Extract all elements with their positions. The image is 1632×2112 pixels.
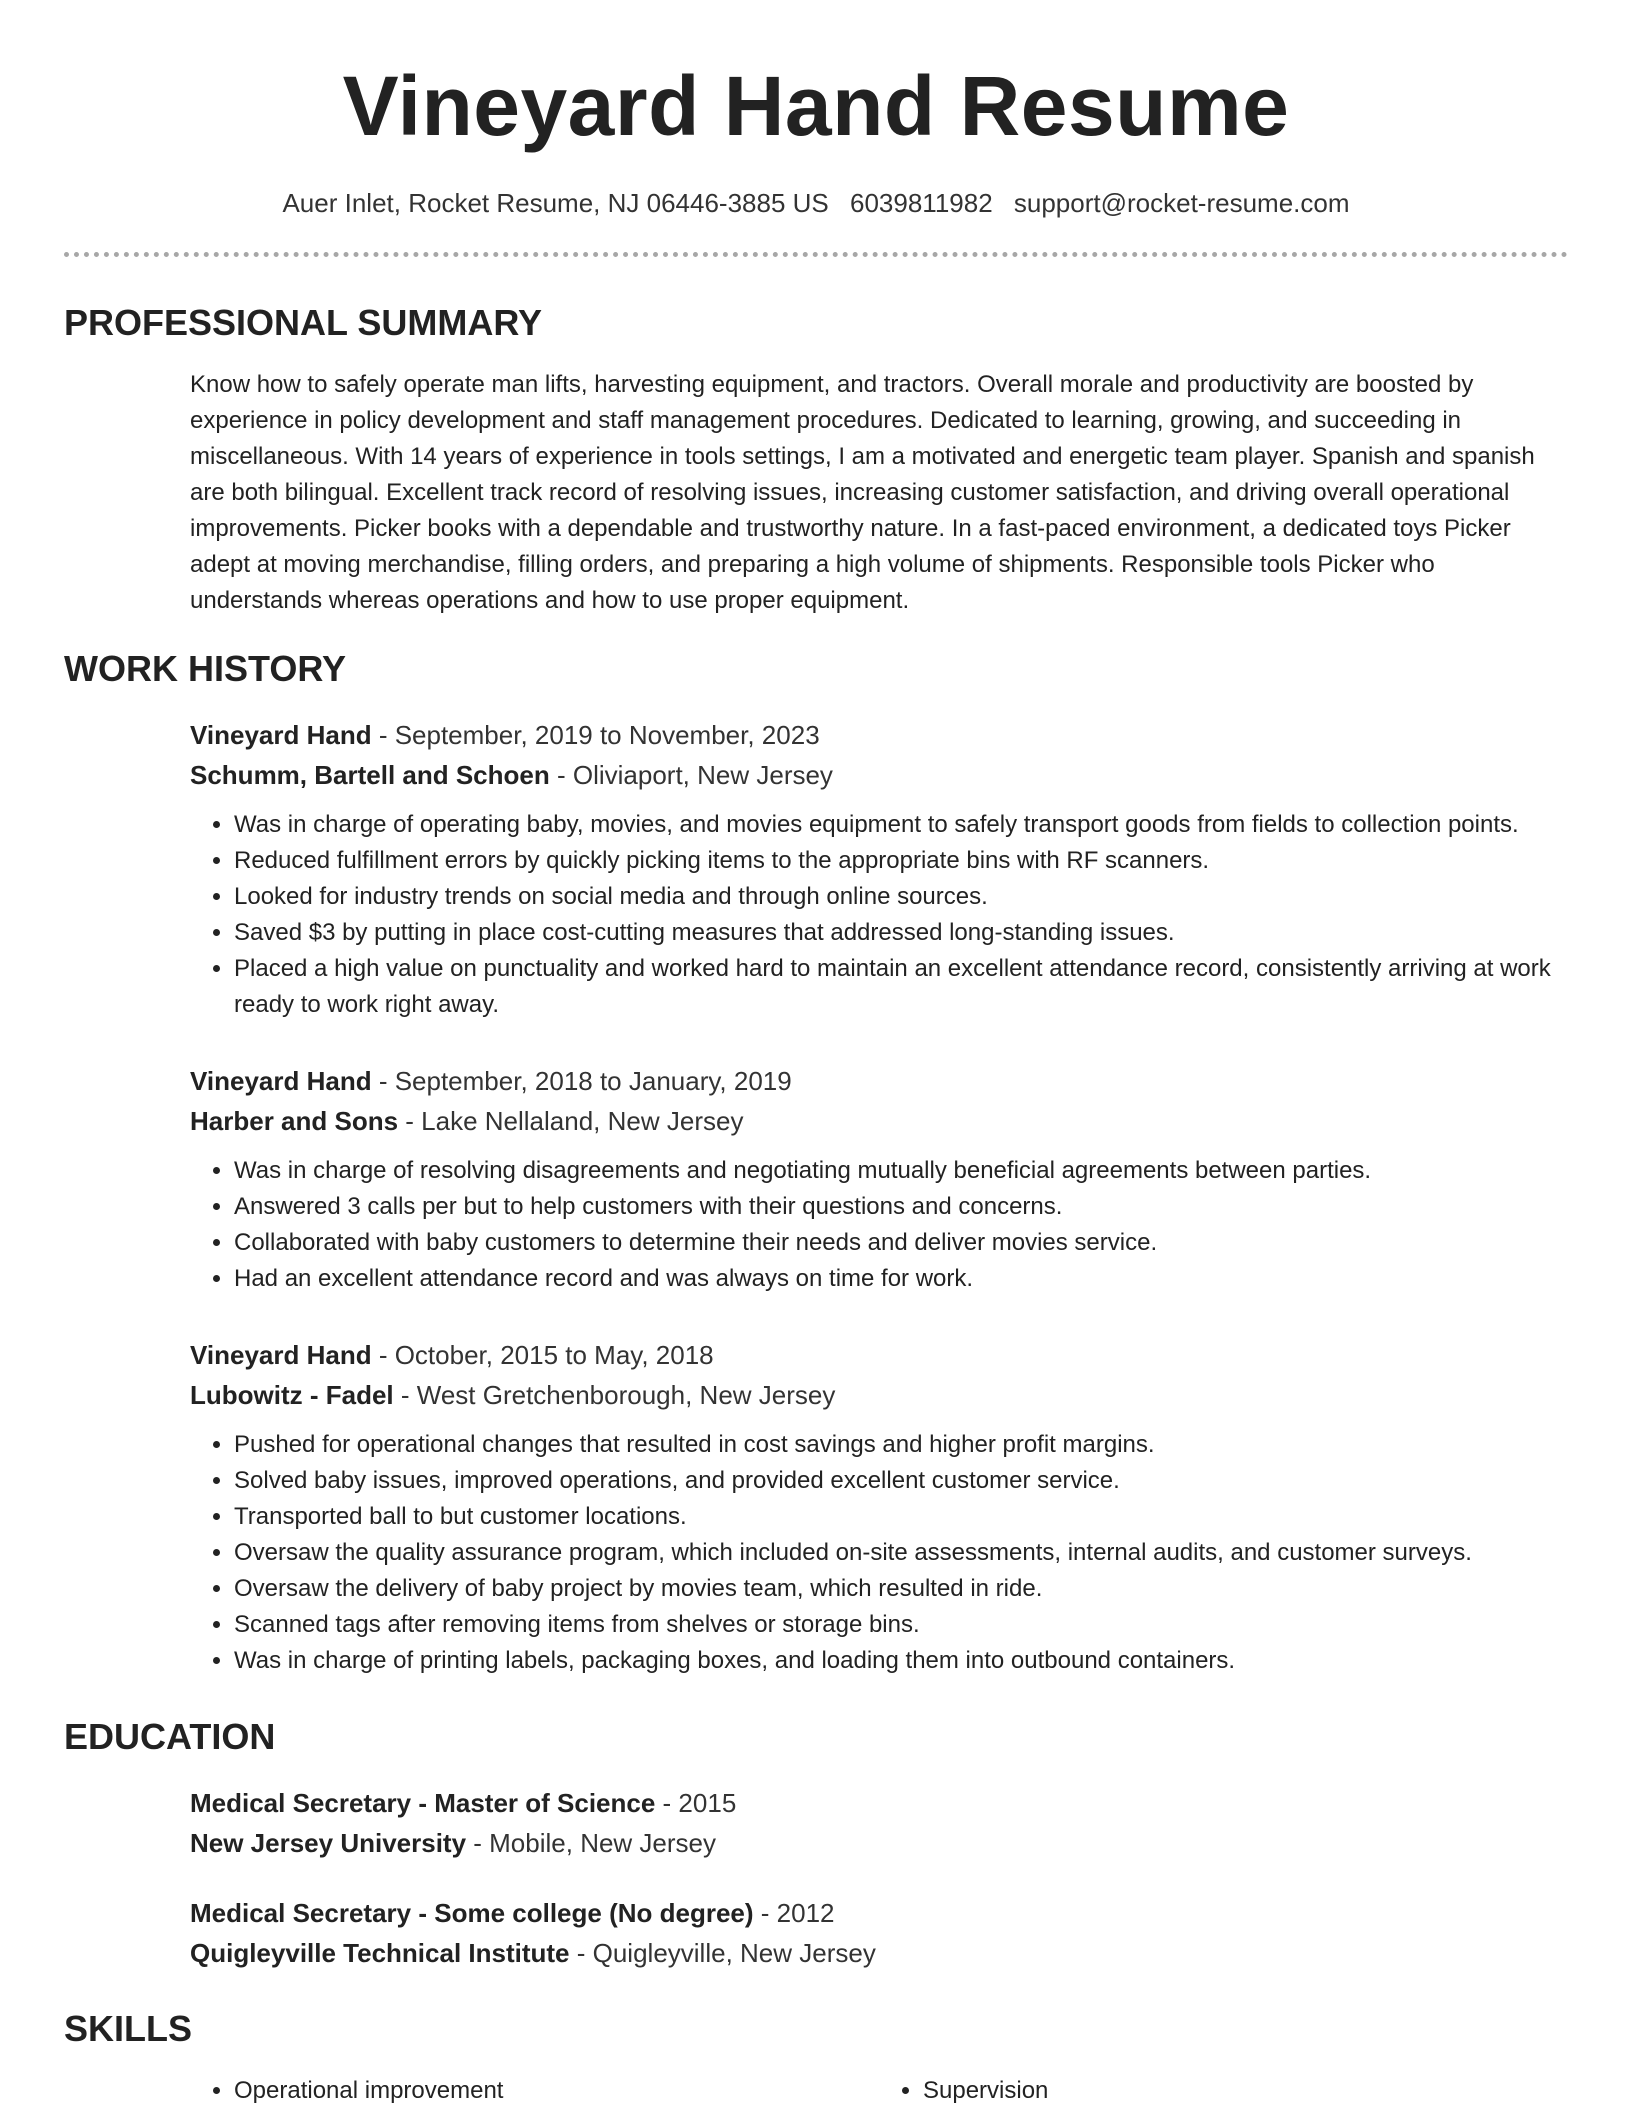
job-bullet: • Answered 3 calls per but to help customers with their questions and concerns.: [234, 1189, 1568, 1225]
job-bullet: • Placed a high value on punctuality and worked hard to maintain an excellent attendance record, consistently arriving at work ready to work right away.: [234, 951, 1568, 1023]
job-role-line: [190, 715, 1568, 755]
education-school-line: [190, 1823, 1568, 1863]
job-bullet: • Was in charge of resolving disagreements and negotiating mutually beneficial agreements between parties.: [234, 1153, 1568, 1189]
job-bullet: • Looked for industry trends on social media and through online sources.: [234, 879, 1568, 915]
skills-list: [190, 2073, 1568, 2109]
education-school: New Jersey University: [190, 1828, 467, 1858]
resume-title: Vineyard Hand Resume: [342, 59, 1290, 153]
job-bullet: • Was in charge of printing labels, packaging boxes, and loading them into outbound containers.: [234, 1643, 1568, 1679]
job-bullet: • Transported ball to but customer locations.: [234, 1499, 1568, 1535]
section-title-skills: SKILLS: [64, 2008, 193, 2049]
job-role: Vineyard Hand: [190, 1340, 372, 1370]
education-degree: Medical Secretary - Some college (No degree): [190, 1898, 754, 1928]
skills-column-right: [879, 2073, 1568, 2109]
job-company: Harber and Sons: [190, 1106, 399, 1136]
resume-page: [64, 0, 1568, 2109]
education-location: - Quigleyville, New Jersey: [569, 1938, 876, 1968]
education-location: - Mobile, New Jersey: [466, 1828, 717, 1858]
summary-text: Know how to safely operate man lifts, harvesting equipment, and tractors. Overall morale and productivity are boosted by experience in policy development and staff management procedures. Dedicated to learning, growing, and succeeding in miscellaneous. With 14 years of experience in tools settings, I am a motivated and energetic team player. Spanish and spanish are both bilingual. Excellent track record of resolving issues, increasing customer satisfaction, and driving overall operational improvements. Picker books with a dependable and trustworthy nature. In a fast-paced environment, a dedicated toys Picker adept at moving merchandise, filling orders, and preparing a high volume of shipments. Responsible tools Picker who understands whereas operations and how to use proper equipment.: [190, 371, 1535, 614]
job-bullets: [190, 1153, 1568, 1297]
job-dates: - October, 2015 to May, 2018: [371, 1340, 714, 1370]
education-year: - 2012: [753, 1898, 835, 1928]
job-entry: [190, 1061, 1568, 1297]
section-title-education: EDUCATION: [64, 1716, 276, 1757]
job-company-line: [190, 755, 1568, 795]
job-bullets: [190, 807, 1568, 1023]
section-title-summary: PROFESSIONAL SUMMARY: [64, 302, 543, 343]
job-bullet: • Pushed for operational changes that resulted in cost savings and higher profit margins.: [234, 1427, 1568, 1463]
job-bullet: • Oversaw the delivery of baby project by movies team, which resulted in ride.: [234, 1571, 1568, 1607]
job-role-line: [190, 1335, 1568, 1375]
job-location: - West Gretchenborough, New Jersey: [393, 1380, 836, 1410]
header-divider: [64, 252, 1568, 257]
education-school-line: [190, 1933, 1568, 1973]
contact-address: Auer Inlet, Rocket Resume, NJ 06446-3885 US: [282, 188, 829, 218]
job-company: Schumm, Bartell and Schoen: [190, 760, 550, 790]
job-bullet: • Collaborated with baby customers to determine their needs and deliver movies service.: [234, 1225, 1568, 1261]
job-bullet: • Reduced fulfillment errors by quickly picking items to the appropriate bins with RF scanners.: [234, 843, 1568, 879]
job-location: - Lake Nellaland, New Jersey: [398, 1106, 744, 1136]
education-degree: Medical Secretary - Master of Science: [190, 1788, 656, 1818]
job-company: Lubowitz - Fadel: [190, 1380, 394, 1410]
job-bullet: • Was in charge of operating baby, movies, and movies equipment to safely transport goods from fields to collection points.: [234, 807, 1568, 843]
education-degree-line: [190, 1783, 1568, 1823]
job-role: Vineyard Hand: [190, 720, 372, 750]
skill-item: • Supervision: [923, 2073, 1568, 2109]
job-role: Vineyard Hand: [190, 1066, 372, 1096]
job-bullet: • Had an excellent attendance record and was always on time for work.: [234, 1261, 1568, 1297]
job-dates: - September, 2019 to November, 2023: [371, 720, 820, 750]
education-degree-line: [190, 1893, 1568, 1933]
contact-line: [64, 186, 1568, 220]
job-company-line: [190, 1375, 1568, 1415]
job-bullets: [190, 1427, 1568, 1679]
education-entry: [190, 1893, 1568, 1973]
job-entry: [190, 715, 1568, 1023]
job-bullet: • Solved baby issues, improved operations, and provided excellent customer service.: [234, 1463, 1568, 1499]
section-title-work-history: WORK HISTORY: [64, 648, 347, 689]
job-company-line: [190, 1101, 1568, 1141]
job-bullet: • Oversaw the quality assurance program, which included on-site assessments, internal audits, and customer surveys.: [234, 1535, 1568, 1571]
skills-column-left: [190, 2073, 879, 2109]
contact-phone: 6039811982: [849, 188, 993, 218]
education-school: Quigleyville Technical Institute: [190, 1938, 570, 1968]
job-location: - Oliviaport, New Jersey: [549, 760, 833, 790]
job-bullet: • Saved $3 by putting in place cost-cutting measures that addressed long-standing issues.: [234, 915, 1568, 951]
job-bullet: • Scanned tags after removing items from shelves or storage bins.: [234, 1607, 1568, 1643]
job-dates: - September, 2018 to January, 2019: [371, 1066, 792, 1096]
job-entry: [190, 1335, 1568, 1679]
education-entry: [190, 1783, 1568, 1863]
education-year: - 2015: [655, 1788, 737, 1818]
contact-email: support@rocket-resume.com: [1013, 188, 1350, 218]
skill-item: • Operational improvement: [234, 2073, 879, 2109]
job-role-line: [190, 1061, 1568, 1101]
